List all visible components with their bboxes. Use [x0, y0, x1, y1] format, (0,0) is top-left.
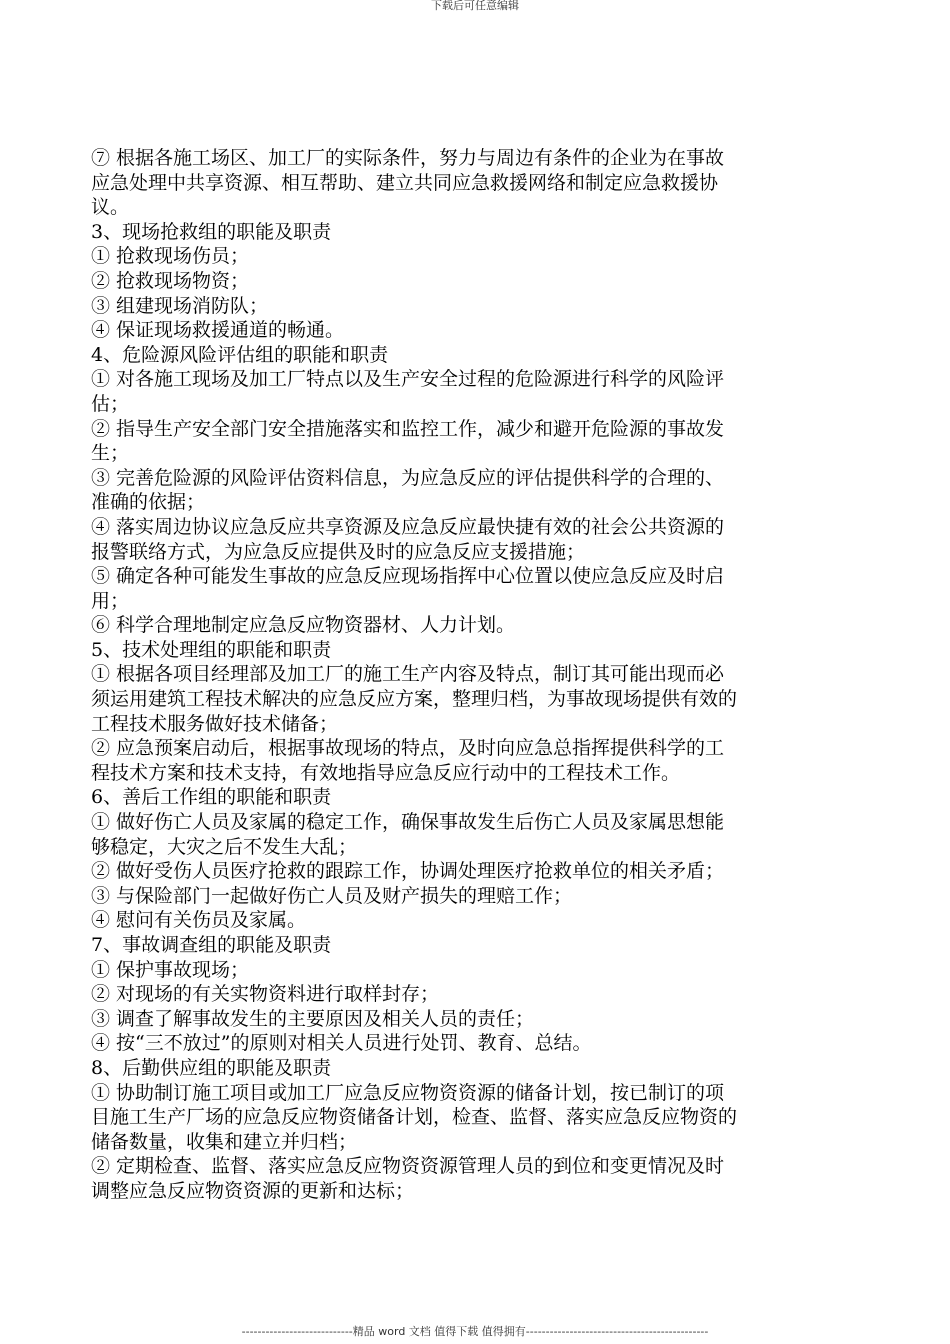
text-line: 工程技术服务做好技术储备； — [91, 712, 339, 735]
text-line: ① 协助制订施工项目或加工厂应急反应物资资源的储备计划，按已制订的项 — [91, 1081, 725, 1104]
text-line: 估； — [91, 392, 130, 415]
text-line: ③ 与保险部门一起做好伤亡人员及财产损失的理赔工作； — [91, 884, 573, 907]
text-line: ⑦ 根据各施工场区、加工厂的实际条件，努力与周边有条件的企业为在事故 — [91, 147, 725, 169]
text-line: 生； — [91, 442, 130, 465]
text-line: 准确的依据； — [91, 491, 206, 514]
text-line: ① 做好伤亡人员及家属的稳定工作，确保事故发生后伤亡人员及家属思想能 — [91, 811, 725, 834]
page-header: 下载后可任意编辑 — [431, 0, 519, 12]
document-body — [91, 146, 853, 1204]
text-line: 用； — [91, 589, 130, 612]
text-line: ④ 保证现场救援通道的畅通。 — [91, 319, 345, 342]
text-line: 3、现场抢救组的职能及职责 — [91, 220, 332, 243]
text-line: 报警联络方式，为应急反应提供及时的应急反应支援措施； — [91, 540, 586, 563]
text-line: ⑥ 科学合理地制定应急反应物资器材、人力计划。 — [91, 614, 516, 637]
text-line: ① 保护事故现场； — [91, 958, 250, 981]
text-line: ③ 组建现场消防队； — [91, 294, 269, 317]
text-line: ② 应急预案启动后，根据事故现场的特点，及时向应急总指挥提供科学的工 — [91, 737, 725, 760]
text-line: 够稳定，大灾之后不发生大乱； — [91, 835, 358, 858]
text-line: ② 指导生产安全部门安全措施落实和监控工作，减少和避开危险源的事故发 — [91, 417, 725, 440]
text-line: ② 对现场的有关实物资料进行取样封存； — [91, 983, 440, 1006]
text-line: ④ 慰问有关伤员及家属。 — [91, 909, 307, 932]
text-line: ③ 完善危险源的风险评估资料信息，为应急反应的评估提供科学的合理的、 — [91, 466, 725, 489]
text-line: 调整应急反应物资资源的更新和达标； — [91, 1179, 415, 1202]
page-footer: ----------------------------精品 word 文档 值得下载 值得拥有---------------------------------------------- — [241, 1325, 709, 1338]
text-line: 须运用建筑工程技术解决的应急反应方案，整理归档，为事故现场提供有效的 — [91, 688, 738, 711]
text-line: ② 抢救现场物资； — [91, 269, 250, 292]
text-line: 5、技术处理组的职能和职责 — [91, 638, 332, 661]
text-line: ④ 落实周边协议应急反应共享资源及应急反应最快捷有效的社会公共资源的 — [91, 515, 725, 538]
text-line: 4、危险源风险评估组的职能和职责 — [91, 343, 389, 366]
text-line: 程技术方案和技术支持，有效地指导应急反应行动中的工程技术工作。 — [91, 761, 681, 784]
text-line: ① 对各施工现场及加工厂特点以及生产安全过程的危险源进行科学的风险评 — [91, 368, 725, 391]
text-line: ⑤ 确定各种可能发生事故的应急反应现场指挥中心位置以使应急反应及时启 — [91, 565, 725, 588]
text-line: 目施工生产厂场的应急反应物资储备计划，检查、监督、落实应急反应物资的 — [91, 1106, 738, 1129]
text-line: 7、事故调查组的职能及职责 — [91, 934, 332, 956]
text-line: ② 做好受伤人员医疗抢救的跟踪工作，协调处理医疗抢救单位的相关矛盾； — [91, 860, 725, 883]
text-line: ① 抢救现场伤员； — [91, 245, 250, 268]
text-line: 议。 — [91, 196, 130, 219]
text-line: 储备数量，收集和建立并归档； — [91, 1130, 358, 1153]
text-line: ④ 按“三不放过”的原则对相关人员进行处罚、教育、总结。 — [91, 1032, 592, 1055]
text-line: ② 定期检查、监督、落实应急反应物资资源管理人员的到位和变更情况及时 — [91, 1155, 725, 1178]
text-line: ① 根据各项目经理部及加工厂的施工生产内容及特点，制订其可能出现而必 — [91, 663, 725, 686]
text-line: 8、后勤供应组的职能及职责 — [91, 1056, 332, 1079]
text-line: 6、善后工作组的职能和职责 — [91, 786, 332, 809]
text-line: 应急处理中共享资源、相互帮助、建立共同应急救援网络和制定应急救援协 — [91, 171, 719, 194]
text-line: ③ 调查了解事故发生的主要原因及相关人员的责任； — [91, 1007, 535, 1030]
